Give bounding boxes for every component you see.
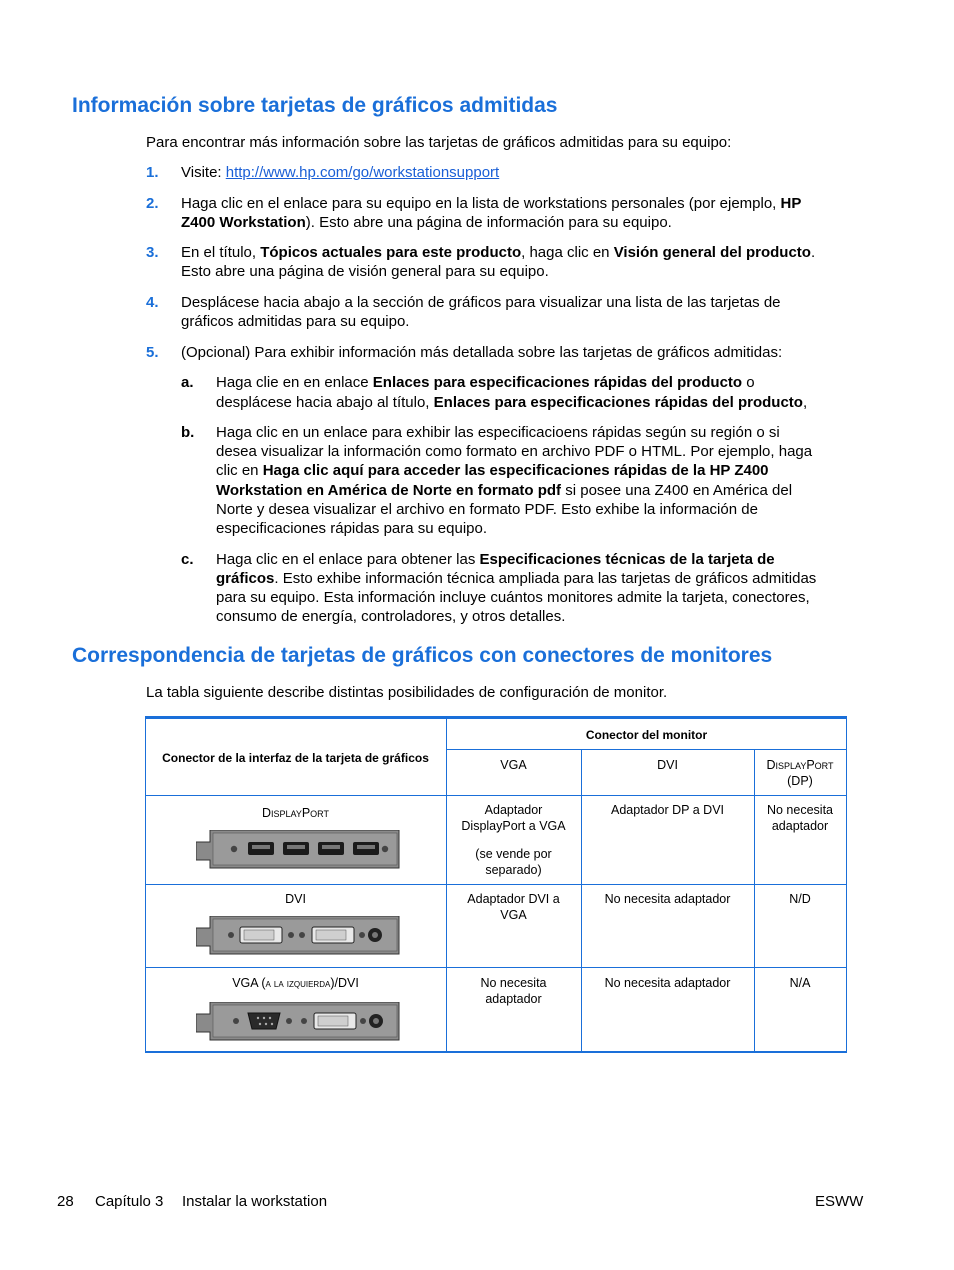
table-border (446, 749, 847, 750)
row-label-dvi: DVI (285, 892, 306, 906)
table-border (145, 884, 847, 885)
step-number: 2. (146, 195, 159, 212)
cell-dvi-to-dp: N/D (789, 892, 811, 906)
substep-text: para su equipo. Esta información incluye cuántos monitores admite la tarjeta, conectores, (216, 589, 810, 606)
row-label-vga-dvi: VGA (a la izquierda)/DVI (232, 976, 359, 990)
footer-chapter-title: Instalar la workstation (182, 1193, 328, 1210)
cell-vgadvi-to-vga: No necesita adaptador (480, 976, 547, 1006)
table-border (145, 795, 847, 796)
cell-dp-to-vga: Adaptador DisplayPort a VGA (se vende por separado) (461, 803, 566, 877)
footer-chapter: Capítulo 3 (95, 1193, 164, 1210)
connector-table (145, 716, 847, 1053)
substep-text: Norte y desea visualizar el archivo en formato PDF. Esto exhibe la información de (216, 501, 758, 518)
substep-text: Haga clic en el enlace para obtener las Especificaciones técnicas de la tarjeta de (216, 551, 775, 568)
cell-vgadvi-to-dp: N/A (789, 976, 811, 990)
step-number: 4. (146, 294, 159, 311)
substep-text: Haga clie en en enlace Enlaces para especificaciones rápidas del producto o (216, 374, 755, 391)
col-vga: VGA (500, 758, 527, 772)
vga-dvi-card-icon (196, 1002, 401, 1042)
step-number: 5. (146, 344, 159, 361)
substep-text: especificaciones rápidas para su equipo. (216, 520, 488, 537)
cell-dvi-to-dvi: No necesita adaptador (604, 892, 731, 906)
header-monitor-connector: Conector del monitor (585, 728, 708, 742)
table-top-rule (145, 716, 847, 719)
header-interface: Conector de la interfaz de la tarjeta de gráficos (162, 751, 429, 765)
step-text: Z400 Workstation). Esto abre una página de información para su equipo. (181, 214, 672, 231)
step-text: Visite: http://www.hp.com/go/workstationsupport (181, 164, 500, 181)
substep-text: clic en Haga clic aquí para acceder las especificaciones rápidas de la HP Z400 (216, 462, 769, 479)
intro-text: Para encontrar más información sobre las tarjetas de gráficos admitidas para su equipo: (146, 134, 732, 151)
substep-text: consumo de energía, controladores, y otros detalles. (216, 608, 566, 625)
substep-letter: a. (181, 374, 194, 391)
step-number: 1. (146, 164, 159, 181)
substep-text: Workstation en América de Norte en formato pdf si posee una Z400 en América del (216, 482, 793, 499)
section-title-connectors: Correspondencia de tarjetas de gráficos con conectores de monitores (72, 644, 773, 667)
row-label-displayport: DisplayPort (261, 806, 330, 820)
substep-letter: c. (181, 551, 194, 568)
step-text: gráficos admitidas para su equipo. (181, 313, 410, 330)
support-link[interactable]: http://www.hp.com/go/workstationsupport (225, 164, 500, 181)
dvi-card-icon (196, 916, 401, 956)
section-title-graphics-cards: Información sobre tarjetas de gráficos admitidas (72, 94, 558, 117)
page-number: 28 (57, 1193, 74, 1210)
substep-text: gráficos. Esto exhibe información técnica ampliada para las tarjetas de gráficos admitidas (216, 570, 817, 587)
col-dvi: DVI (657, 758, 678, 772)
substep-text: desea visualizar la información como formato en archivo PDF o HTML. Por ejemplo, haga (216, 443, 813, 460)
col-displayport: DisplayPort (DP) (766, 758, 834, 788)
cell-dvi-to-vga: Adaptador DVI a VGA (467, 892, 560, 922)
displayport-card-icon (196, 830, 401, 870)
step-text: Desplácese hacia abajo a la sección de gráficos para visualizar una lista de las tarjetas de (181, 294, 781, 311)
cell-vgadvi-to-dvi: No necesita adaptador (604, 976, 731, 990)
step-text: En el título, Tópicos actuales para este producto, haga clic en Visión general del producto. (181, 244, 816, 261)
table-intro-text: La tabla siguiente describe distintas posibilidades de configuración de monitor. (146, 684, 668, 701)
step-number: 3. (146, 244, 159, 261)
step-text: Esto abre una página de visión general para su equipo. (181, 263, 549, 280)
cell-dp-to-dp: No necesita adaptador (766, 803, 833, 833)
step-text: Haga clic en el enlace para su equipo en la lista de workstations personales (por ejemplo, HP (181, 195, 802, 212)
step-text: (Opcional) Para exhibir información más detallada sobre las tarjetas de gráficos admitidas: (181, 344, 783, 361)
table-bottom-rule (145, 1051, 847, 1053)
footer-locale: ESWW (815, 1193, 864, 1210)
cell-dp-to-dvi: Adaptador DP a DVI (610, 803, 725, 817)
substep-text: Haga clic en un enlace para exhibir las especificacioens rápidas según su región o si (216, 424, 780, 441)
table-border (145, 967, 847, 968)
substep-text: desplácese hacia abajo al título, Enlaces para especificaciones rápidas del producto, (216, 394, 808, 411)
substep-letter: b. (181, 424, 195, 441)
